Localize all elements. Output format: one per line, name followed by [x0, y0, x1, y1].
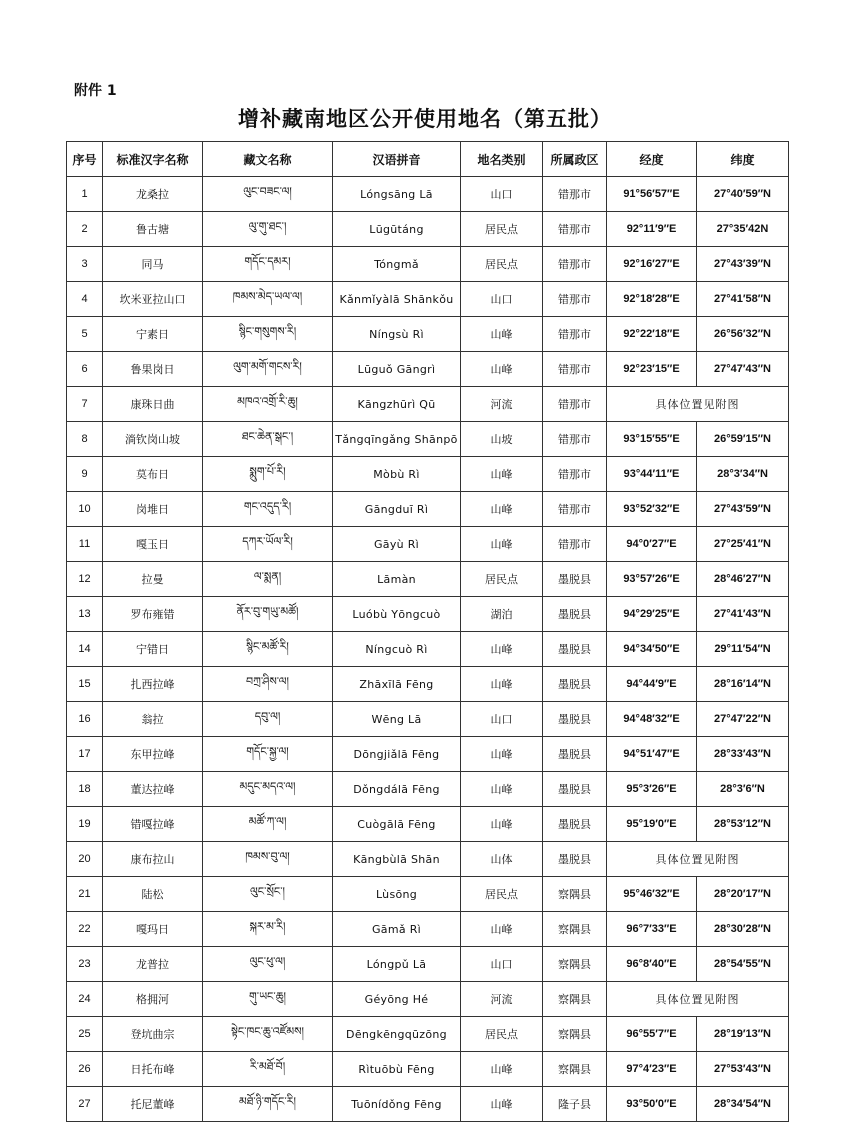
- tibetan-name-cell: མཁའ་འགྲོ་རི་ཆུ།: [203, 387, 333, 422]
- latitude-cell: 27°41′43″N: [697, 597, 789, 632]
- latitude-cell: 28°16′14″N: [697, 667, 789, 702]
- row-number-cell: 12: [67, 562, 103, 597]
- row-number-cell: 3: [67, 247, 103, 282]
- row-number-cell: 1: [67, 177, 103, 212]
- chinese-name-cell: 日托布峰: [103, 1052, 203, 1087]
- latitude-cell: 28°46′27″N: [697, 562, 789, 597]
- pinyin-cell: Lùsōng: [333, 877, 461, 912]
- category-cell: 山峰: [461, 1052, 543, 1087]
- pinyin-cell: Mòbù Rì: [333, 457, 461, 492]
- pinyin-cell: Lóngpǔ Lā: [333, 947, 461, 982]
- category-cell: 山峰: [461, 807, 543, 842]
- region-cell: 错那市: [543, 527, 607, 562]
- longitude-cell: 97°4′23″E: [607, 1052, 697, 1087]
- region-cell: 墨脱县: [543, 807, 607, 842]
- tibetan-name-cell: དབུ་ལ།: [203, 702, 333, 737]
- row-number-cell: 17: [67, 737, 103, 772]
- table-row: [67, 1087, 789, 1122]
- row-number-cell: 16: [67, 702, 103, 737]
- row-number-cell: 14: [67, 632, 103, 667]
- latitude-cell: 28°3′6″N: [697, 772, 789, 807]
- tibetan-name-cell: དཀར་ཡོལ་རི།: [203, 527, 333, 562]
- header-cell: 纬度: [697, 142, 789, 177]
- category-cell: 山峰: [461, 457, 543, 492]
- pinyin-cell: Géyōng Hé: [333, 982, 461, 1017]
- region-cell: 错那市: [543, 352, 607, 387]
- row-number-cell: 15: [67, 667, 103, 702]
- row-number-cell: 25: [67, 1017, 103, 1052]
- latitude-cell: 28°20′17″N: [697, 877, 789, 912]
- chinese-name-cell: 错嘎拉峰: [103, 807, 203, 842]
- region-cell: 墨脱县: [543, 737, 607, 772]
- document-title: 增补藏南地区公开使用地名（第五批）: [238, 107, 612, 131]
- chinese-name-cell: 罗布雍错: [103, 597, 203, 632]
- category-cell: 山口: [461, 947, 543, 982]
- category-cell: 山口: [461, 282, 543, 317]
- pinyin-cell: Lāmàn: [333, 562, 461, 597]
- chinese-name-cell: 翁拉: [103, 702, 203, 737]
- latitude-cell: 28°53′12″N: [697, 807, 789, 842]
- region-cell: 错那市: [543, 422, 607, 457]
- table-row: [67, 422, 789, 457]
- row-number-cell: 19: [67, 807, 103, 842]
- chinese-name-cell: 陆松: [103, 877, 203, 912]
- region-cell: 察隅县: [543, 947, 607, 982]
- category-cell: 居民点: [461, 1017, 543, 1052]
- tibetan-name-cell: བཀྲ་ཤིས་ལ།: [203, 667, 333, 702]
- pinyin-cell: Gāyù Rì: [333, 527, 461, 562]
- category-cell: 居民点: [461, 247, 543, 282]
- latitude-cell: 26°59′15″N: [697, 422, 789, 457]
- tibetan-name-cell: ལུང་ཕུ་ལ།: [203, 947, 333, 982]
- tibetan-name-cell: གང་འདུད་རི།: [203, 492, 333, 527]
- row-number-cell: 5: [67, 317, 103, 352]
- table-row: [67, 702, 789, 737]
- region-cell: 墨脱县: [543, 562, 607, 597]
- category-cell: 山峰: [461, 527, 543, 562]
- longitude-cell: 94°34′50″E: [607, 632, 697, 667]
- attachment-label: 附件 1: [74, 83, 117, 99]
- table-row: [67, 737, 789, 772]
- table-row: [67, 282, 789, 317]
- row-number-cell: 21: [67, 877, 103, 912]
- chinese-name-cell: 登坑曲宗: [103, 1017, 203, 1052]
- table-row: [67, 912, 789, 947]
- row-number-cell: 2: [67, 212, 103, 247]
- tibetan-name-cell: ཐང་ཆེན་སྒང་།: [203, 422, 333, 457]
- region-cell: 察隅县: [543, 877, 607, 912]
- pinyin-cell: Luóbù Yōngcuò: [333, 597, 461, 632]
- row-number-cell: 22: [67, 912, 103, 947]
- header-cell: 汉语拼音: [333, 142, 461, 177]
- latitude-cell: 27°35′42N: [697, 212, 789, 247]
- chinese-name-cell: 淌钦岗山坡: [103, 422, 203, 457]
- header-cell: 序号: [67, 142, 103, 177]
- table-row: [67, 1017, 789, 1052]
- chinese-name-cell: 莫布日: [103, 457, 203, 492]
- tibetan-name-cell: མདུང་མདའ་ལ།: [203, 772, 333, 807]
- region-cell: 墨脱县: [543, 667, 607, 702]
- latitude-cell: 27°43′59″N: [697, 492, 789, 527]
- row-number-cell: 26: [67, 1052, 103, 1087]
- row-number-cell: 23: [67, 947, 103, 982]
- latitude-cell: 28°34′54″N: [697, 1087, 789, 1122]
- category-cell: 山峰: [461, 772, 543, 807]
- longitude-cell: 93°57′26″E: [607, 562, 697, 597]
- tibetan-name-cell: སྨུག་པོ་རི།: [203, 457, 333, 492]
- table-row: [67, 562, 789, 597]
- category-cell: 山峰: [461, 632, 543, 667]
- pinyin-cell: Wēng Lā: [333, 702, 461, 737]
- latitude-cell: 27°41′58″N: [697, 282, 789, 317]
- region-cell: 错那市: [543, 457, 607, 492]
- longitude-cell: 94°51′47″E: [607, 737, 697, 772]
- table-row: [67, 667, 789, 702]
- tibetan-name-cell: རི་མཐོ་བོ།: [203, 1052, 333, 1087]
- chinese-name-cell: 龙桑拉: [103, 177, 203, 212]
- category-cell: 山口: [461, 702, 543, 737]
- chinese-name-cell: 鲁古塘: [103, 212, 203, 247]
- latitude-cell: 27°43′39″N: [697, 247, 789, 282]
- pinyin-cell: Dǒngdálā Fēng: [333, 772, 461, 807]
- chinese-name-cell: 格拥河: [103, 982, 203, 1017]
- row-number-cell: 20: [67, 842, 103, 877]
- pinyin-cell: Cuògālā Fēng: [333, 807, 461, 842]
- table-row: [67, 842, 789, 877]
- pinyin-cell: Kāngbùlā Shān: [333, 842, 461, 877]
- table-row: [67, 387, 789, 422]
- tibetan-name-cell: གདོང་དམར།: [203, 247, 333, 282]
- row-number-cell: 7: [67, 387, 103, 422]
- longitude-cell: 96°8′40″E: [607, 947, 697, 982]
- pinyin-cell: Lóngsāng Lā: [333, 177, 461, 212]
- pinyin-cell: Lūgūtáng: [333, 212, 461, 247]
- region-cell: 墨脱县: [543, 842, 607, 877]
- row-number-cell: 8: [67, 422, 103, 457]
- region-cell: 错那市: [543, 492, 607, 527]
- tibetan-name-cell: ལུང་སྲོང་།: [203, 877, 333, 912]
- table-row: [67, 352, 789, 387]
- tibetan-name-cell: ནོར་བུ་གཡུ་མཚོ།: [203, 597, 333, 632]
- table-body: [67, 177, 789, 1122]
- tibetan-name-cell: ཁམས་མེད་ཡལ་ལ།: [203, 282, 333, 317]
- category-cell: 河流: [461, 982, 543, 1017]
- chinese-name-cell: 嘎玛日: [103, 912, 203, 947]
- pinyin-cell: Gāngduī Rì: [333, 492, 461, 527]
- category-cell: 湖泊: [461, 597, 543, 632]
- chinese-name-cell: 龙普拉: [103, 947, 203, 982]
- row-number-cell: 27: [67, 1087, 103, 1122]
- tibetan-name-cell: གདོང་སྐྱ་ལ།: [203, 737, 333, 772]
- longitude-cell: 93°44′11″E: [607, 457, 697, 492]
- longitude-cell: 94°44′9″E: [607, 667, 697, 702]
- row-number-cell: 6: [67, 352, 103, 387]
- longitude-cell: 94°0′27″E: [607, 527, 697, 562]
- chinese-name-cell: 东甲拉峰: [103, 737, 203, 772]
- category-cell: 居民点: [461, 212, 543, 247]
- category-cell: 河流: [461, 387, 543, 422]
- category-cell: 居民点: [461, 562, 543, 597]
- latitude-cell: 29°11′54″N: [697, 632, 789, 667]
- chinese-name-cell: 托尼董峰: [103, 1087, 203, 1122]
- tibetan-name-cell: གུ་ཡང་ཆུ།: [203, 982, 333, 1017]
- longitude-cell: 92°16′27″E: [607, 247, 697, 282]
- longitude-cell: 96°7′33″E: [607, 912, 697, 947]
- region-cell: 墨脱县: [543, 702, 607, 737]
- table-row: [67, 212, 789, 247]
- longitude-cell: 93°15′55″E: [607, 422, 697, 457]
- region-cell: 错那市: [543, 317, 607, 352]
- category-cell: 居民点: [461, 877, 543, 912]
- table-row: [67, 947, 789, 982]
- longitude-cell: 95°19′0″E: [607, 807, 697, 842]
- longitude-cell: 96°55′7″E: [607, 1017, 697, 1052]
- region-cell: 隆子县: [543, 1087, 607, 1122]
- location-note-cell: 具体位置见附图: [607, 387, 789, 422]
- table-row: [67, 177, 789, 212]
- table-row: [67, 527, 789, 562]
- region-cell: 错那市: [543, 212, 607, 247]
- table-row: [67, 807, 789, 842]
- category-cell: 山体: [461, 842, 543, 877]
- tibetan-name-cell: སྐར་མ་རི།: [203, 912, 333, 947]
- row-number-cell: 18: [67, 772, 103, 807]
- region-cell: 墨脱县: [543, 772, 607, 807]
- latitude-cell: 26°56′32″N: [697, 317, 789, 352]
- longitude-cell: 93°50′0″E: [607, 1087, 697, 1122]
- table-row: [67, 492, 789, 527]
- category-cell: 山口: [461, 177, 543, 212]
- header-cell: 藏文名称: [203, 142, 333, 177]
- header-cell: 标准汉字名称: [103, 142, 203, 177]
- latitude-cell: 28°54′55″N: [697, 947, 789, 982]
- longitude-cell: 92°18′28″E: [607, 282, 697, 317]
- chinese-name-cell: 拉曼: [103, 562, 203, 597]
- pinyin-cell: Tǎngqīngǎng Shānpō: [333, 422, 461, 457]
- row-number-cell: 4: [67, 282, 103, 317]
- region-cell: 墨脱县: [543, 597, 607, 632]
- latitude-cell: 27°47′22″N: [697, 702, 789, 737]
- pinyin-cell: Níngcuò Rì: [333, 632, 461, 667]
- region-cell: 察隅县: [543, 1017, 607, 1052]
- chinese-name-cell: 宁错日: [103, 632, 203, 667]
- pinyin-cell: Tóngmǎ: [333, 247, 461, 282]
- region-cell: 错那市: [543, 387, 607, 422]
- latitude-cell: 28°30′28″N: [697, 912, 789, 947]
- longitude-cell: 92°22′18″E: [607, 317, 697, 352]
- chinese-name-cell: 康布拉山: [103, 842, 203, 877]
- place-names-table: [66, 141, 789, 1122]
- table-row: [67, 317, 789, 352]
- region-cell: 察隅县: [543, 912, 607, 947]
- row-number-cell: 13: [67, 597, 103, 632]
- tibetan-name-cell: སྙིང་གསུགས་རི།: [203, 317, 333, 352]
- table-row: [67, 1052, 789, 1087]
- tibetan-name-cell: སྟེང་ཁང་ཆུ་འཛོམས།: [203, 1017, 333, 1052]
- longitude-cell: 94°29′25″E: [607, 597, 697, 632]
- chinese-name-cell: 同马: [103, 247, 203, 282]
- pinyin-cell: Tuōnídǒng Fēng: [333, 1087, 461, 1122]
- latitude-cell: 27°25′41″N: [697, 527, 789, 562]
- pinyin-cell: Dōngjiǎlā Fēng: [333, 737, 461, 772]
- longitude-cell: 95°3′26″E: [607, 772, 697, 807]
- pinyin-cell: Lūguǒ Gāngrì: [333, 352, 461, 387]
- chinese-name-cell: 鲁果岗日: [103, 352, 203, 387]
- table-row: [67, 877, 789, 912]
- location-note-cell: 具体位置见附图: [607, 842, 789, 877]
- tibetan-name-cell: ལུང་བཟང་ལ།: [203, 177, 333, 212]
- table-row: [67, 772, 789, 807]
- table-row: [67, 982, 789, 1017]
- latitude-cell: 27°40′59″N: [697, 177, 789, 212]
- table-row: [67, 632, 789, 667]
- chinese-name-cell: 宁素日: [103, 317, 203, 352]
- table-row: [67, 247, 789, 282]
- tibetan-name-cell: ཁམས་བུ་ལ།: [203, 842, 333, 877]
- chinese-name-cell: 岗堆日: [103, 492, 203, 527]
- longitude-cell: 94°48′32″E: [607, 702, 697, 737]
- table-header-row: [67, 142, 789, 177]
- pinyin-cell: Gāmǎ Rì: [333, 912, 461, 947]
- tibetan-name-cell: ལུ་གུ་ཐང་།: [203, 212, 333, 247]
- region-cell: 察隅县: [543, 982, 607, 1017]
- category-cell: 山峰: [461, 912, 543, 947]
- longitude-cell: 92°23′15″E: [607, 352, 697, 387]
- tibetan-name-cell: ལ་སྨན།: [203, 562, 333, 597]
- tibetan-name-cell: སྙིང་མཚོ་རི།: [203, 632, 333, 667]
- region-cell: 错那市: [543, 177, 607, 212]
- latitude-cell: 28°33′43″N: [697, 737, 789, 772]
- row-number-cell: 10: [67, 492, 103, 527]
- tibetan-name-cell: ལུག་མགོ་གངས་རི།: [203, 352, 333, 387]
- row-number-cell: 11: [67, 527, 103, 562]
- longitude-cell: 91°56′57″E: [607, 177, 697, 212]
- pinyin-cell: Rìtuōbù Fēng: [333, 1052, 461, 1087]
- chinese-name-cell: 嘎玉日: [103, 527, 203, 562]
- chinese-name-cell: 扎西拉峰: [103, 667, 203, 702]
- row-number-cell: 24: [67, 982, 103, 1017]
- table-row: [67, 597, 789, 632]
- longitude-cell: 92°11′9″E: [607, 212, 697, 247]
- pinyin-cell: Dēngkēngqūzōng: [333, 1017, 461, 1052]
- region-cell: 错那市: [543, 282, 607, 317]
- latitude-cell: 27°47′43″N: [697, 352, 789, 387]
- category-cell: 山峰: [461, 1087, 543, 1122]
- category-cell: 山峰: [461, 352, 543, 387]
- pinyin-cell: Zhāxīlā Fēng: [333, 667, 461, 702]
- chinese-name-cell: 坎米亚拉山口: [103, 282, 203, 317]
- category-cell: 山峰: [461, 317, 543, 352]
- category-cell: 山峰: [461, 667, 543, 702]
- category-cell: 山坡: [461, 422, 543, 457]
- tibetan-name-cell: མཐོ་ཉི་གདོང་རི།: [203, 1087, 333, 1122]
- region-cell: 察隅县: [543, 1052, 607, 1087]
- category-cell: 山峰: [461, 492, 543, 527]
- tibetan-name-cell: མཚོ་ཀ་ལ།: [203, 807, 333, 842]
- region-cell: 墨脱县: [543, 632, 607, 667]
- latitude-cell: 27°53′43″N: [697, 1052, 789, 1087]
- longitude-cell: 93°52′32″E: [607, 492, 697, 527]
- header-cell: 地名类别: [461, 142, 543, 177]
- category-cell: 山峰: [461, 737, 543, 772]
- region-cell: 错那市: [543, 247, 607, 282]
- pinyin-cell: Kāngzhūrì Qū: [333, 387, 461, 422]
- table-row: [67, 457, 789, 492]
- pinyin-cell: Kǎnmǐyàlā Shānkǒu: [333, 282, 461, 317]
- row-number-cell: 9: [67, 457, 103, 492]
- location-note-cell: 具体位置见附图: [607, 982, 789, 1017]
- chinese-name-cell: 董达拉峰: [103, 772, 203, 807]
- pinyin-cell: Níngsù Rì: [333, 317, 461, 352]
- header-cell: 经度: [607, 142, 697, 177]
- header-cell: 所属政区: [543, 142, 607, 177]
- latitude-cell: 28°19′13″N: [697, 1017, 789, 1052]
- latitude-cell: 28°3′34″N: [697, 457, 789, 492]
- longitude-cell: 95°46′32″E: [607, 877, 697, 912]
- chinese-name-cell: 康珠日曲: [103, 387, 203, 422]
